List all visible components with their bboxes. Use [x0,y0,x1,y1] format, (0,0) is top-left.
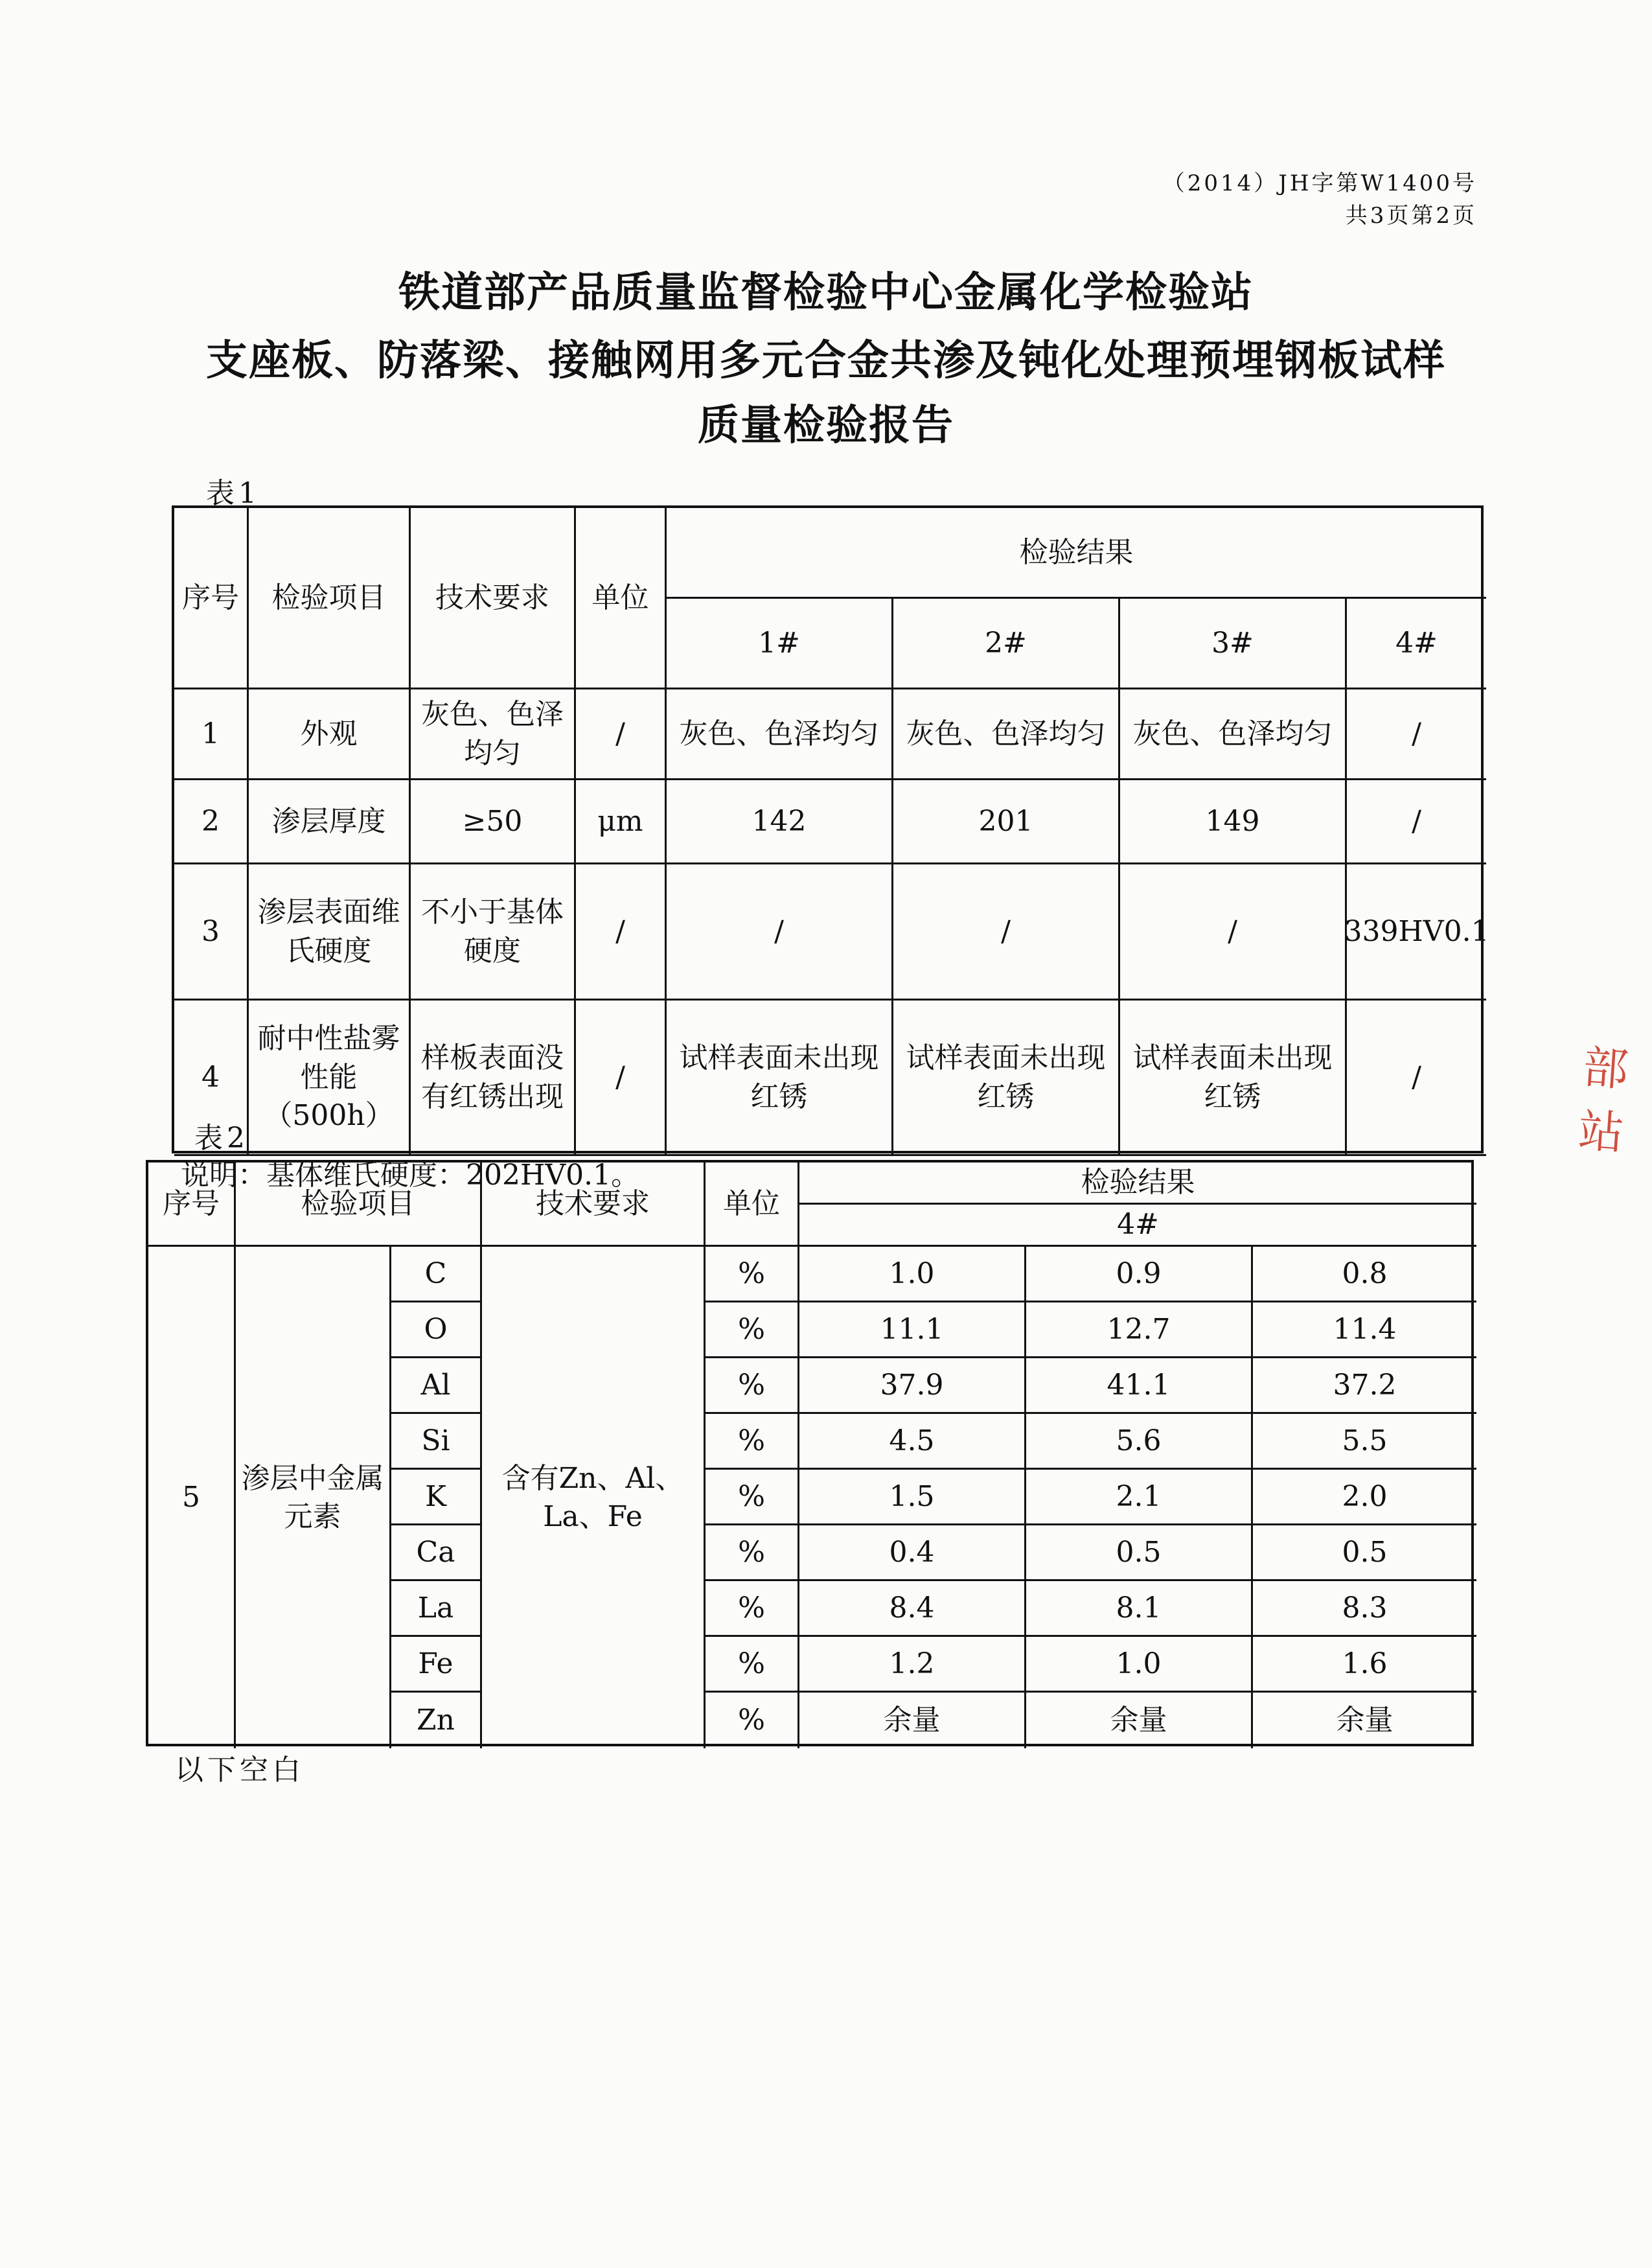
t1-row4-seq: 4 [174,1001,249,1156]
report-title-line2: 支座板、防落梁、接触网用多元合金共渗及钝化处理预埋钢板试样 [206,337,1446,385]
t2-value1: 37.9 [799,1358,1026,1414]
t1-row4-item: 耐中性盐雾性能（500h） [249,1001,411,1156]
t2-element: Zn [391,1693,482,1748]
t2-header-requirement: 技术要求 [482,1163,706,1247]
t2-value3: 余量 [1336,1704,1394,1737]
t2-seq: 5 [148,1247,236,1748]
t1-header-result: 检验结果 [667,508,1486,599]
t1-row4-result4: / [1347,1001,1486,1156]
t1-row1-requirement: 灰色、色泽均匀 [411,689,576,780]
t1-row4-result1: 试样表面未出现红锈 [667,1001,893,1156]
t2-element: O [391,1302,482,1358]
official-seal-fragment: 部 站 [1576,1040,1631,1161]
t1-row2-unit: μm [576,780,667,864]
table2-label: 表2 [194,1122,249,1155]
t1-row3-item: 渗层表面维氏硬度 [249,864,411,1001]
t2-value2: 12.7 [1026,1302,1253,1358]
t2-value1: 4.5 [799,1414,1026,1470]
t2-unit: % [706,1525,799,1581]
t2-unit: % [706,1470,799,1525]
t1-row2-result4: / [1347,780,1486,864]
t1-row4-unit: / [576,1001,667,1156]
t2-requirement: 含有Zn、Al、La、Fe [482,1247,706,1748]
t1-row2-requirement: ≥50 [411,780,576,864]
t2-value1: 1.2 [799,1637,1026,1693]
t1-header-requirement: 技术要求 [411,508,576,689]
t2-element: K [391,1470,482,1525]
t1-header-sample2: 2# [893,599,1120,689]
t1-row4-requirement: 样板表面没有红锈出现 [411,1001,576,1156]
t2-value1: 1.5 [799,1470,1026,1525]
t1-row3-result1: / [667,864,893,1001]
t2-value3: 2.0 [1253,1470,1476,1525]
t2-unit: % [706,1247,799,1302]
t1-row3-result2: / [893,864,1120,1001]
t2-value2: 2.1 [1026,1470,1253,1525]
t2-value3: 37.2 [1253,1358,1476,1414]
t2-value2: 0.5 [1026,1525,1253,1581]
t2-value3: 0.8 [1253,1247,1476,1302]
t2-header-sample: 4# [799,1205,1476,1247]
report-title-line3: 质量检验报告 [698,402,954,450]
page-indicator: 共3页第2页 [1345,203,1477,229]
t2-element: Ca [391,1525,482,1581]
t1-row2-result1: 142 [667,780,893,864]
t2-value2: 41.1 [1026,1358,1253,1414]
report-reference-number: （2014）JH字第W1400号 [1162,170,1477,196]
t2-value1: 余量 [799,1693,1026,1748]
table1-label: 表1 [206,477,260,510]
t2-element: Fe [391,1637,482,1693]
blank-below-note: 以下空白 [175,1753,304,1787]
t1-row1-result4: / [1347,689,1486,780]
t1-header-seq: 序号 [174,508,249,689]
t2-unit: % [706,1581,799,1637]
t1-row3-unit: / [576,864,667,1001]
t2-value2: 余量 [1026,1693,1253,1748]
table1 [172,505,1489,1192]
t2-value1: 11.1 [799,1302,1026,1358]
t1-row2-result3: 149 [1120,780,1347,864]
t1-row4-result2: 试样表面未出现红锈 [893,1001,1120,1156]
t1-row2-result2: 201 [893,780,1120,864]
t1-header-sample3: 3# [1120,599,1347,689]
t2-element: La [391,1581,482,1637]
t2-element: Si [391,1414,482,1470]
t2-unit: % [706,1302,799,1358]
t1-note: 说明：基体维氏硬度：202HV0.1。 [181,1159,640,1192]
t1-header-unit: 单位 [576,508,667,689]
t1-row4-result3: 试样表面未出现红锈 [1120,1001,1347,1156]
t2-header-item: 检验项目 [236,1163,482,1247]
t1-row1-unit: / [576,689,667,780]
t2-value2: 0.9 [1026,1247,1253,1302]
t2-element: Al [391,1358,482,1414]
t1-row1-result2: 灰色、色泽均匀 [893,689,1120,780]
t2-unit: % [706,1414,799,1470]
t2-value1: 1.0 [799,1247,1026,1302]
t1-header-sample1: 1# [667,599,893,689]
t2-value2: 5.6 [1026,1414,1253,1470]
t1-row1-seq: 1 [174,689,249,780]
t2-value3: 1.6 [1253,1637,1476,1693]
t1-row3-requirement: 不小于基体硬度 [411,864,576,1001]
report-title-line1: 铁道部产品质量监督检验中心金属化学检验站 [398,269,1254,317]
t2-value1: 8.4 [799,1581,1026,1637]
t1-row3-result4: 339HV0.1 [1347,864,1486,1001]
t1-row1-result3: 灰色、色泽均匀 [1120,689,1347,780]
t2-value1: 0.4 [799,1525,1026,1581]
t2-item: 渗层中金属元素 [236,1247,391,1748]
t1-row2-item: 渗层厚度 [249,780,411,864]
t2-value3: 5.5 [1253,1414,1476,1470]
t2-value3: 11.4 [1253,1302,1476,1358]
t2-header-seq: 序号 [148,1163,236,1247]
t1-row3-result3: / [1120,864,1347,1001]
t2-element: C [391,1247,482,1302]
t2-value3: 0.5 [1253,1525,1476,1581]
t1-header-item: 检验项目 [249,508,411,689]
t2-value2: 8.1 [1026,1581,1253,1637]
t1-header-sample4: 4# [1347,599,1486,689]
table2 [146,1160,1474,1746]
t2-unit: % [706,1358,799,1414]
t2-header-unit: 单位 [706,1163,799,1247]
t2-value2: 1.0 [1026,1637,1253,1693]
t1-row2-seq: 2 [174,780,249,864]
t2-value3: 8.3 [1253,1581,1476,1637]
t1-row3-seq: 3 [174,864,249,1001]
t1-row1-result1: 灰色、色泽均匀 [667,689,893,780]
t2-header-result: 检验结果 [799,1163,1476,1205]
t2-unit: % [706,1693,799,1748]
t1-row1-item: 外观 [249,689,411,780]
t2-unit: % [706,1637,799,1693]
